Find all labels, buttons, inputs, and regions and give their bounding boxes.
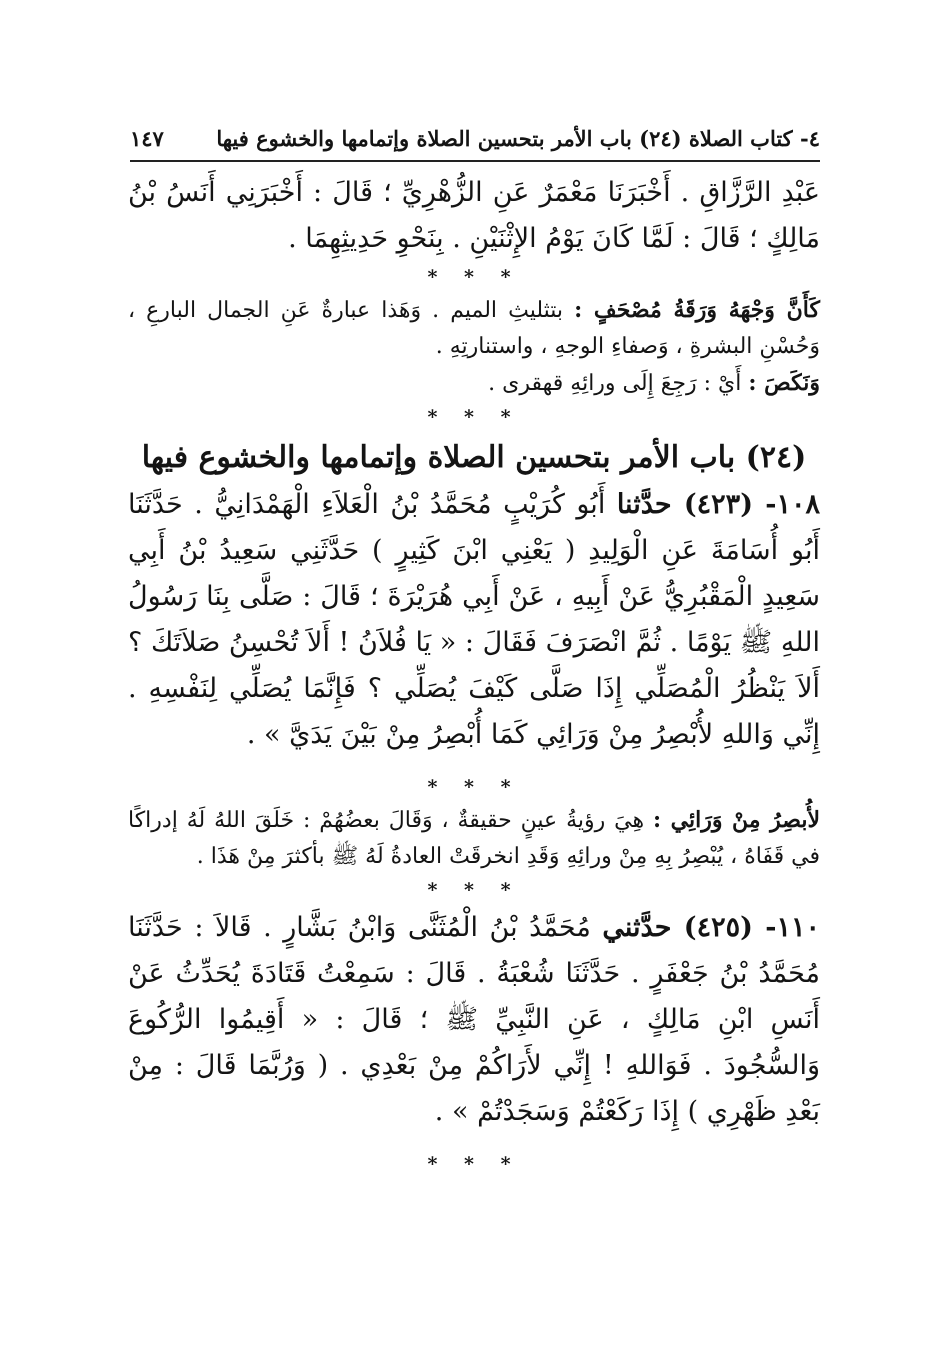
separator-stars: * * * xyxy=(427,776,521,798)
footnote-ubsiru xyxy=(128,802,820,875)
footnote-term: كَأَنَّ وَجْهَهُ وَرَقَةُ مُصْحَفٍ : xyxy=(574,297,820,323)
separator-stars: * * * xyxy=(427,879,521,901)
hadith-108 xyxy=(128,482,820,758)
footnote-term: وَنَكَصَ : xyxy=(748,370,820,396)
separator-stars: * * * xyxy=(427,406,521,428)
page-body xyxy=(128,170,820,1179)
separator-stars: * * * xyxy=(427,266,521,288)
footnote-nakasa xyxy=(128,365,820,402)
hadith-number: ١١٠- (٤٢٥) حدَّثني xyxy=(602,912,820,943)
running-header xyxy=(130,120,820,156)
hadith-continuation: عَبْدِ الرَّزَّاقِ . أَخْبَرَنَا مَعْمَرٌ عَنِ الزُّهْرِيِّ ؛ قَالَ : أَخْبَرَنِي أَنَسُ بْنُ مَالِكٍ ؛ قَالَ : لَمَّا كَانَ يَوْمُ الإِثْنَيْنِ . بِنَحْوِ حَدِيثِهِمَا . xyxy=(128,177,820,254)
page-number: ١٤٧ xyxy=(130,125,164,151)
footnote-term: لأُبصِرُ مِنْ وَرَائِي : xyxy=(652,807,820,833)
separator-stars: * * * xyxy=(427,1153,521,1175)
footnote-mushaf xyxy=(128,292,820,365)
hadith-number: ١٠٨- (٤٢٣) حدَّثنا xyxy=(616,489,820,520)
footnote-text: أَيْ : رَجِعَ إِلَى ورائِهِ قهقرى . xyxy=(488,371,749,396)
header-title: ٤- كتاب الصلاة (٢٤) باب الأمر بتحسين الصلاة وإتمامها والخشوع فيها xyxy=(216,125,820,151)
header-rule xyxy=(130,160,820,162)
hadith-text: أَبُو كُرَيْبٍ مُحَمَّدُ بْنُ الْعَلاَءِ الْهَمْدَانِيُّ . حَدَّثَنَا أَبُو أُسَامَةَ عَنِ الْوَلِيدِ ( يَعْنِي ابْنَ كَثِيرٍ ) حَدَّثَنِي سَعِيدُ بْنُ أَبِي سَعِيدٍ الْمَقْبُرِيُّ عَنْ أَبِيهِ ، عَنْ أَبِي هُرَيْرَةَ ؛ قَالَ : صَلَّى بِنَا رَسُولُ اللهِ ﷺ يَوْمًا . ثُمَّ انْصَرَفَ فَقَالَ : « يَا فُلاَنُ ! أَلاَ تُحْسِنُ صَلاَتَكَ ؟ أَلاَ يَنْظُرُ الْمُصَلِّي إِذَا صَلَّى كَيْفَ يُصَلِّي ؟ فَإِنَّمَا يُصَلِّي لِنَفْسِهِ . إِنِّي وَاللهِ لأُبْصِرُ مِنْ وَرَائِي كَمَا أُبْصِرُ مِنْ بَيْنَ يَدَيَّ » . xyxy=(128,489,820,750)
chapter-heading: (٢٤) باب الأمر بتحسين الصلاة وإتمامها والخشوع فيها xyxy=(141,440,807,475)
footnote-text: هِيَ رؤيةُ عينٍ حقيقةٌ ، وَقَالَ بعضُهُمْ : خَلَقَ اللهُ لَهُ إدراكًا في قَفَاهُ ، يُبْصِرُ بِهِ مِنْ ورائِهِ وَقَدِ انخرقَتْ العادةُ لَهُ ﷺ بأكثرَ مِنْ هَذَا . xyxy=(128,808,820,869)
hadith-110 xyxy=(128,905,820,1135)
footnote-text: بتثليثِ الميم . وَهَذا عبارةٌ عَنِ الجمال البارعِ ، وَحُسْنِ البشرةِ ، وَصفاءِ الوجهِ ، واستنارتِهِ . xyxy=(128,298,820,359)
hadith-text: مُحَمَّدُ بْنُ الْمُثَنَّى وَابْنُ بَشَّارٍ . قَالاَ : حَدَّثَنَا مُحَمَّدُ بْنُ جَعْفَرٍ . حَدَّثَنَا شُعْبَةُ . قَالَ : سَمِعْتُ قَتَادَةَ يُحَدِّثُ عَنْ أَنَسِ ابْنِ مَالِكٍ ، عَنِ النَّبِيِّ ﷺ ؛ قَالَ : « أَقِيمُوا الرُّكُوعَ وَالسُّجُودَ . فَوَاللهِ ! إِنِّي لأَرَاكُمْ مِنْ بَعْدِي . ( وَرُبَّمَا قَالَ : مِنْ بَعْدِ ظَهْرِي ) إِذَا رَكَعْتُمْ وَسَجَدْتُمْ » . xyxy=(128,912,820,1127)
